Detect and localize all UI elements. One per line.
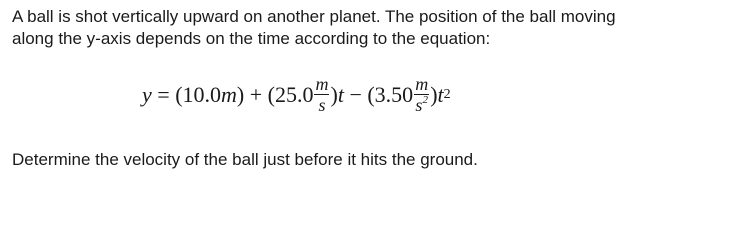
problem-statement (12, 6, 727, 50)
equation-plus-sign: + (244, 81, 268, 107)
problem-line-2: along the y-axis depends on the time according to the equation: (12, 29, 491, 48)
equation-equals-sign: = (151, 81, 176, 107)
equation-term3-fraction-numerator: m (415, 74, 429, 94)
equation-term1-close: ) (236, 81, 245, 107)
equation-lhs-variable: y (142, 81, 152, 107)
equation-term3-fraction (414, 74, 429, 115)
equation-term1-open: (10.0 (175, 81, 222, 107)
equation-term3-denominator-base: s (415, 95, 423, 115)
equation-term2-fraction-numerator: m (315, 74, 329, 94)
problem-line-1: A ball is shot vertically upward on another planet. The position of the ball moving (12, 7, 616, 26)
equation-term2-fraction-denominator: s (318, 95, 326, 115)
question-text: Determine the velocity of the ball just before it hits the ground. (12, 150, 478, 169)
equation-term3-denominator-exponent: 2 (422, 94, 428, 106)
equation-term2-fraction (314, 74, 329, 115)
equation-term2-variable: t (337, 81, 344, 107)
equation-term3-close: ) (430, 81, 438, 107)
equation-term2-open: (25.0 (267, 81, 314, 107)
equation-term3-fraction-denominator (414, 95, 429, 115)
position-equation: y = (10.0 m ) + (25.0 $\frac{m}{s}$ ) t − (3.50 $\frac{m}{s^2}$ ) t 2 (142, 74, 451, 115)
equation-term2-close: ) (330, 81, 338, 107)
equation-term3-open: (3.50 (367, 81, 414, 107)
equation-term3-variable: t (437, 81, 444, 107)
equation-minus-sign: − (343, 81, 368, 107)
equation-term1-unit: m (221, 81, 237, 107)
